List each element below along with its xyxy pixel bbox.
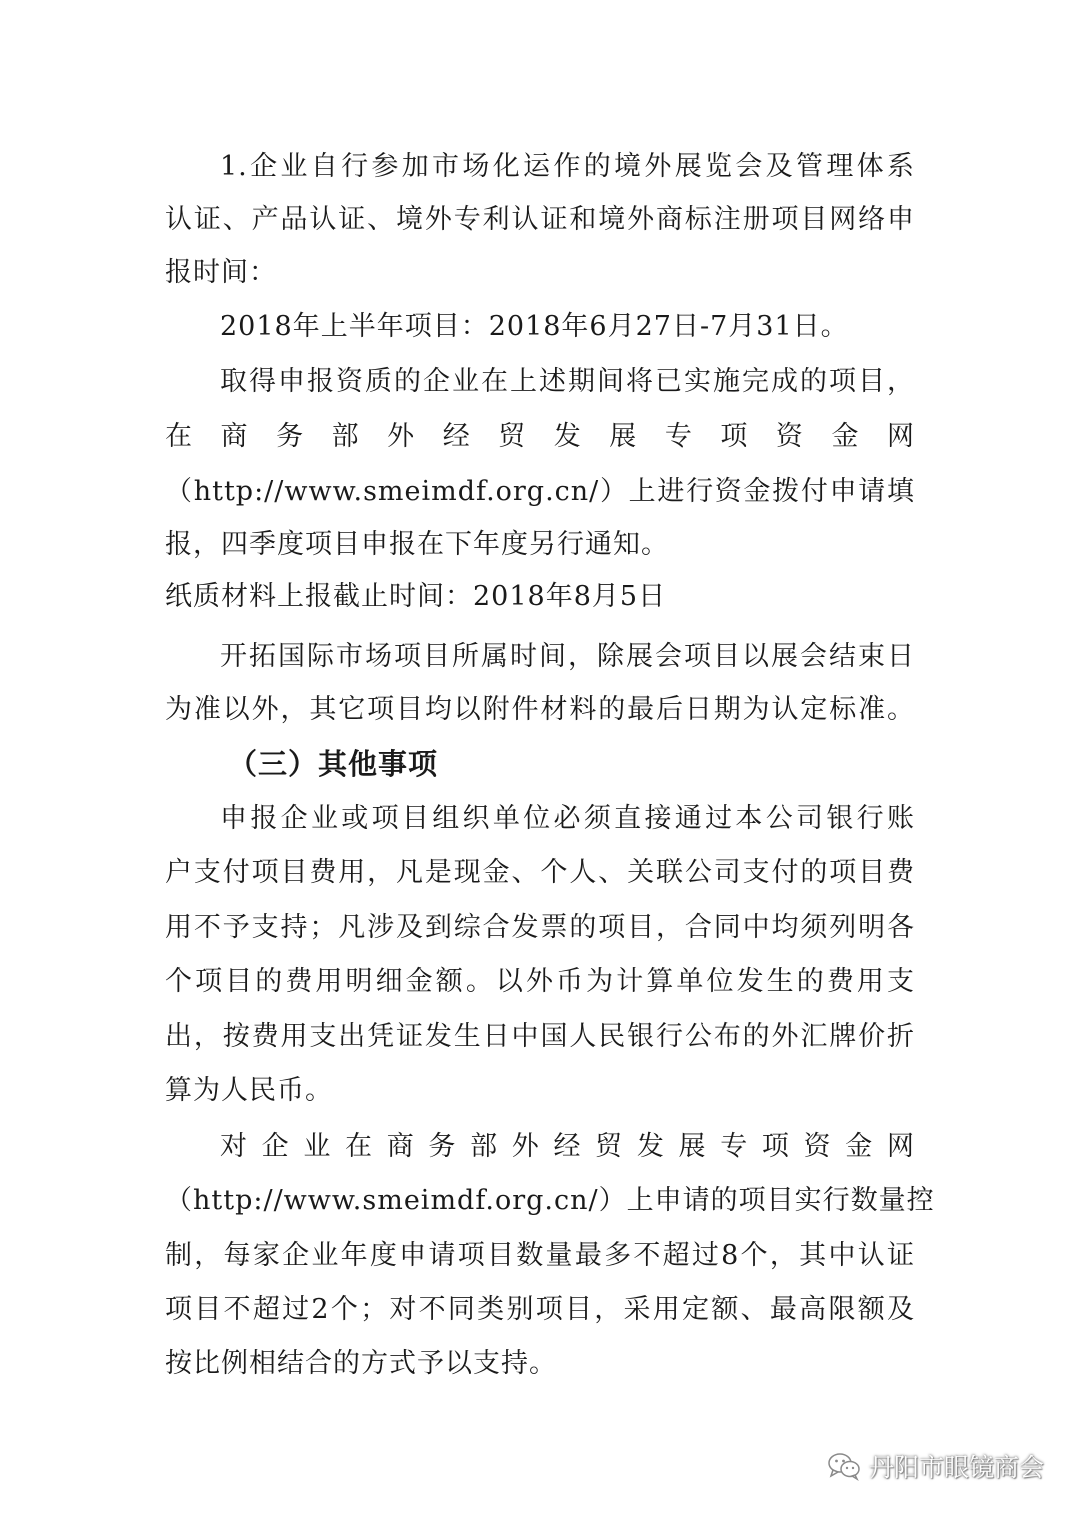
paragraph-line: 1.企业自行参加市场化运作的境外展览会及管理体系	[220, 151, 915, 182]
paragraph-line: 纸质材料上报截止时间：2018年8月5日	[165, 581, 667, 612]
paragraph-line: 出，按费用支出凭证发生日中国人民银行公布的外汇牌价折	[165, 1021, 915, 1052]
paragraph-line: 户支付项目费用，凡是现金、个人、关联公司支付的项目费	[165, 857, 915, 888]
paragraph-line: 认证、产品认证、境外专利认证和境外商标注册项目网络申	[165, 204, 915, 235]
paragraph-line: 对企业在商务部外经贸发展专项资金网	[220, 1131, 915, 1162]
paragraph-line: 开拓国际市场项目所属时间，除展会项目以展会结束日	[220, 641, 915, 672]
paragraph-line: 算为人民币。	[165, 1075, 333, 1106]
paragraph-line: 用不予支持；凡涉及到综合发票的项目，合同中均须列明各	[165, 912, 915, 943]
paragraph-line: （http://www.smeimdf.org.cn/）上申请的项目实行数量控	[165, 1185, 935, 1216]
paragraph-line: 在商务部外经贸发展专项资金网	[165, 421, 915, 452]
paragraph-line: 2018年上半年项目：2018年6月27日-7月31日。	[220, 311, 849, 342]
paragraph-line: 个项目的费用明细金额。以外币为计算单位发生的费用支	[165, 966, 915, 997]
watermark	[827, 1446, 1044, 1486]
section-heading: （三）其他事项	[228, 747, 439, 781]
paragraph-line: 项目不超过2个；对不同类别项目，采用定额、最高限额及	[165, 1294, 915, 1325]
paragraph-line: （http://www.smeimdf.org.cn/）上进行资金拨付申请填	[165, 476, 915, 507]
paragraph-line: 报，四季度项目申报在下年度另行通知。	[165, 529, 669, 560]
paragraph-line: 取得申报资质的企业在上述期间将已实施完成的项目，	[220, 366, 915, 397]
wechat-icon	[827, 1451, 861, 1481]
paragraph-line: 为准以外，其它项目均以附件材料的最后日期为认定标准。	[165, 694, 915, 725]
paragraph-line: 申报企业或项目组织单位必须直接通过本公司银行账	[220, 803, 915, 834]
paragraph-line: 制，每家企业年度申请项目数量最多不超过8个，其中认证	[165, 1240, 915, 1271]
watermark-text: 丹阳市眼镜商会	[868, 1453, 1044, 1482]
paragraph-line: 按比例相结合的方式予以支持。	[165, 1348, 557, 1379]
paragraph-line: 报时间：	[165, 257, 277, 288]
